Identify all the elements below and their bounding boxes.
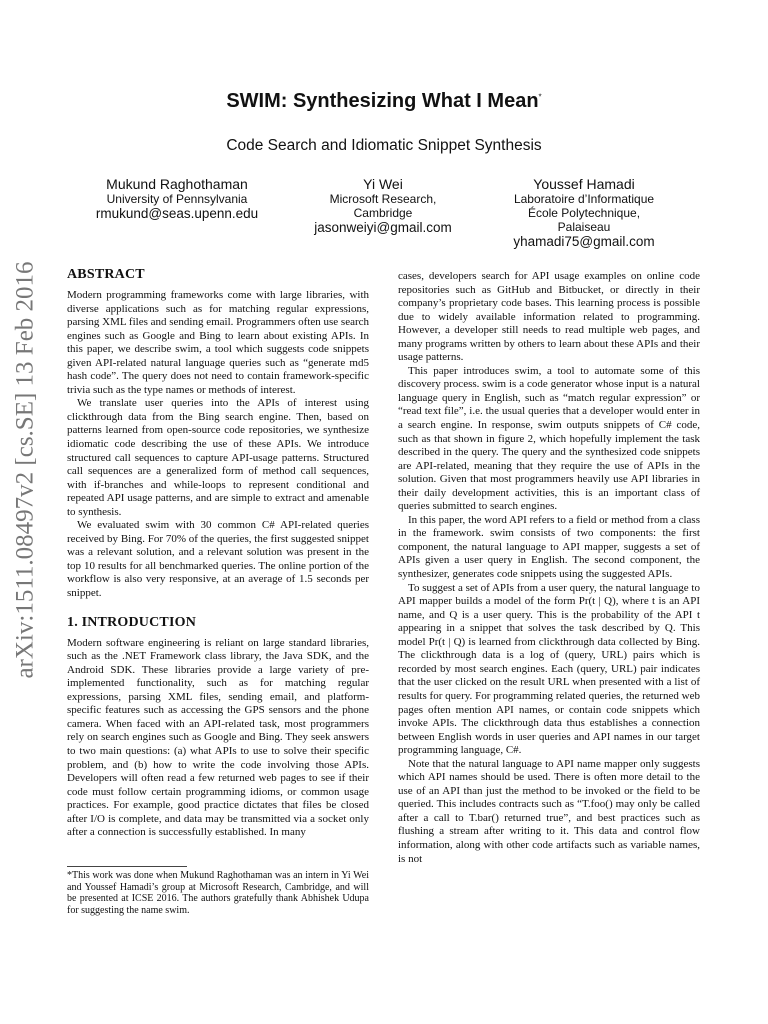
body-paragraph: In this paper, the word API refers to a field or method from a class in the framework. swim consists of two components: the first component, the natural language to API mapper, suggests a set of APIs given a user query in English. The second component, the synthesizer, generates code snippets using the suggested APIs. — [398, 513, 700, 581]
arxiv-identifier: arXiv:1511.08497v2 [cs.SE] 13 Feb 2016 — [12, 261, 39, 679]
footnote-rule — [67, 866, 187, 867]
abstract-paragraph: We translate user queries into the APIs of interest using clickthrough data from the Bing search engine. Then, based on patterns learned from open-source code repositories, we synthesize idiomatic code describing the use of these APIs. We introduce structured call sequences to capture API-usage patterns. Structured call sequences are a generalized form of method call sequences, with if-branches and while-loops to represent conditional and repeated API usage patterns, and are simple to extract and amenable to synthesis. — [67, 397, 369, 518]
right-column — [398, 270, 700, 866]
body-paragraph: This paper introduces swim, a tool to automate some of this discovery process. swim is a code generator whose input is a natural language query in English, such as “match regular expression” or “read text file”, i.e. the usual queries that a developer would enter in a search engine. In response, swim outputs snippets of C# code, such as that shown in figure 2, which hopefully implement the task described in the query. The query and the synthesized code snippets are API-related, meaning that they require the use of APIs in the solution. Given that most programmers heavily use API libraries in their daily development activities, this is an important class of queries submitted to search engines. — [398, 364, 700, 513]
paper-title: SWIM: Synthesizing What I Mean* — [226, 90, 542, 112]
body-paragraph: To suggest a set of APIs from a user query, the natural language to API mapper builds a model of the form Pr(t | Q), where t is an API name, and Q is a user query. This is the probability of the API t appearing in a snippet that solves the task described by Q. This model Pr(t | Q) is learned from clickthrough data collected by Bing. The clickthrough data is a log of (query, URL) pairs which is recorded by most search engines. Each (query, URL) pair indicates that the user clicked on the result URL when presented with a list of results for query. For programming related queries, the returned web pages often mention API names, or contain code snippets which invoke APIs. The clickthrough data thus establishes a connection between English words in user queries and API names in our target programming language, C#. — [398, 581, 700, 757]
abstract-paragraph: We evaluated swim with 30 common C# API-related queries received by Bing. For 70% of the queries, the first suggested snippet was a relevant solution, and a relevant solution was present in the top 10 results for all benchmarked queries. The online portion of the workflow is also very responsive, at an average of 1.5 seconds per snippet. — [67, 519, 369, 600]
paper-subtitle: Code Search and Idiomatic Snippet Synthesis — [226, 137, 542, 154]
intro-heading: 1. INTRODUCTION — [67, 614, 197, 630]
body-paragraph: cases, developers search for API usage examples on online code repositories such as GitHub and Bitbucket, or directly in their company’s proprietary code bases. This learning process is possible due to widely available information related to programming. However, a developer still needs to read multiple web pages, and many programs written by others to learn about these APIs and their usage patterns. — [398, 270, 700, 364]
author-3: Youssef Hamadi Laboratoire d’Informatique École Polytechnique, Palaiseau yhamadi75@gmail.com — [513, 176, 655, 249]
footnote: *This work was done when Mukund Raghothaman was an intern in Yi Wei and Youssef Hamadi’s group at Microsoft Research, Cambridge, and will be presented at ICSE 2016. The authors gratefully thank Abhishek Udupa for suggesting the name swim. — [67, 870, 369, 916]
body-paragraph: Note that the natural language to API name mapper only suggests which API names should be used. There is often more detail to the use of an API than just the method to be invoked or the field to be queried. This includes contracts such as “T.foo() may only be called after a call to T.bar() returned true”, and best practices such as flushing a stream after writing to it. This data and control flow information, along with other code artifacts such as variable names, is not — [398, 757, 700, 865]
intro-paragraph: Modern software engineering is reliant on large standard libraries, such as the .NET Framework class library, the Java SDK, and the Android SDK. These libraries provide a large variety of pre-implemented functionality, such as for matching regular expressions, parsing XML files, sending email, and platform-specific features such as accessing the GPS sensors and the phone camera. When faced with an API-related task, most programmers rely on search engines such as Google and Bing. They seek answers to two main questions: (a) what APIs to use to solve their specific problem, and (b) how to write the code involving those APIs. Developers will often read a few returned web pages to see if their code must follow certain programming idioms, or common usage practices. For example, good practice dictates that files be closed after I/O is complete, and data may be transmitted via a socket only after a connection is successfully established. In many — [67, 636, 369, 839]
abstract-paragraph: Modern programming frameworks come with large libraries, with diverse applications such as for matching regular expressions, parsing XML files and sending email. Programmers often use search engines such as Google and Bing to learn about existing APIs. In this paper, we describe swim, a tool which suggests code snippets given API-related natural language queries such as “generate md5 hash code”. The query does not need to contain framework-specific trivia such as the type names or methods of interest. — [67, 289, 370, 396]
author-1: Mukund Raghothaman University of Pennsylvania rmukund@seas.upenn.edu — [95, 176, 259, 221]
abstract-heading: ABSTRACT — [67, 267, 145, 282]
left-column — [67, 267, 369, 840]
author-2: Yi Wei Microsoft Research, Cambridge jasonweiyi@gmail.com — [314, 176, 452, 235]
